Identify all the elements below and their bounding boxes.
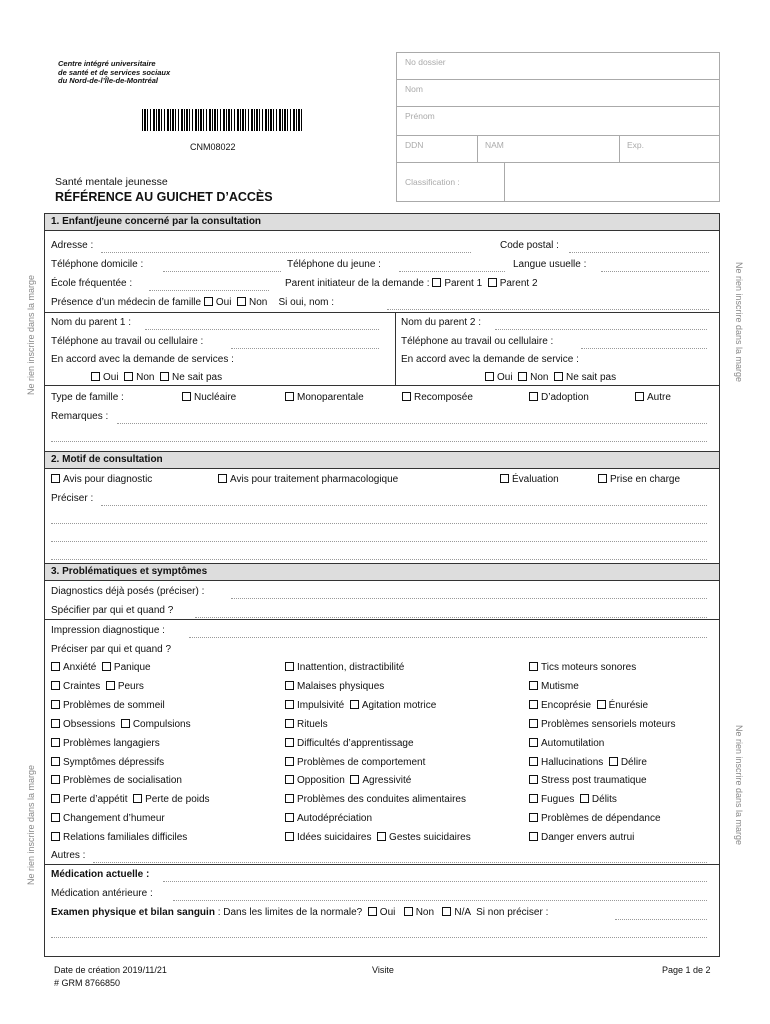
symptom-label: Opposition (297, 775, 345, 787)
parent2-checkbox[interactable] (488, 278, 497, 287)
symptom-label: Hallucinations (541, 756, 604, 768)
symptom-checkbox[interactable] (285, 775, 294, 784)
nom-parent2-input[interactable] (495, 329, 707, 330)
ecole-input[interactable] (149, 290, 269, 291)
symptom-label: Panique (113, 662, 151, 673)
symptom-checkbox[interactable] (285, 738, 294, 747)
symptom-label: Inattention, distractibilité (297, 662, 405, 673)
symptom-checkbox[interactable] (285, 757, 294, 766)
symptom-checkbox[interactable] (285, 700, 294, 709)
symptom-label: Perte de poids (145, 794, 210, 806)
symptom-row (285, 738, 414, 749)
symptom-label: Énurésie (608, 699, 649, 711)
symptom-label: Perte d’appétit (63, 794, 128, 806)
symptom-checkbox[interactable] (51, 794, 60, 803)
ecole-label: École fréquentée : (51, 278, 133, 289)
examen-oui-label: Oui (379, 907, 396, 918)
parent1-checkbox[interactable] (432, 278, 441, 287)
symptom-label: Anxiété (63, 662, 97, 673)
symptom-row (51, 681, 144, 692)
symptom-label: Rituels (297, 718, 328, 730)
patient-id-box (396, 52, 720, 202)
remarques-label: Remarques : (51, 411, 109, 422)
parent2-label: Parent 2 (499, 278, 538, 289)
adresse-label: Adresse : (51, 240, 94, 251)
symptom-checkbox[interactable] (529, 700, 538, 709)
symptom-label: Problèmes de socialisation (63, 775, 182, 787)
symptom-checkbox[interactable] (529, 662, 538, 671)
symptom-label: Malaises physiques (297, 680, 385, 692)
nom-parent1-input[interactable] (145, 329, 379, 330)
examen-oui-checkbox[interactable] (368, 907, 377, 916)
symptom-label: Fugues (541, 794, 575, 806)
nucleaire-label: Nucléaire (194, 392, 237, 403)
examen-na-checkbox[interactable] (442, 907, 451, 916)
symptom-label: Autodépréciation (297, 813, 373, 825)
symptom-checkbox[interactable] (529, 775, 538, 784)
tel-travail1-input[interactable] (231, 348, 379, 349)
symptom-row (529, 832, 634, 843)
dossier-label: No dossier (405, 57, 446, 67)
symptom-checkbox[interactable] (102, 662, 111, 671)
page-number: Page 1 de 2 (662, 965, 711, 975)
symptom-label: Craintes (63, 680, 101, 692)
margin-note-left-bottom: Ne rien inscrire dans la marge (26, 764, 36, 885)
form-code: CNM08022 (190, 142, 236, 152)
adoption-option (529, 392, 589, 403)
medication-actuelle-label: Médication actuelle : (51, 869, 150, 880)
organization-name (58, 60, 170, 86)
medication-anterieure-input[interactable] (173, 900, 707, 901)
org-line-2: de santé et de services sociaux (58, 67, 171, 77)
symptom-row (285, 775, 411, 786)
symptom-label: Impulsivité (297, 699, 345, 711)
examen-row (51, 907, 548, 918)
margin-note-right-bottom: Ne rien inscrire dans la marge (734, 725, 744, 846)
symptom-checkbox[interactable] (529, 794, 538, 803)
symptom-label: Problèmes de sommeil (63, 699, 165, 711)
classification-label: Classification : (405, 177, 460, 187)
symptom-checkbox[interactable] (529, 738, 538, 747)
impression-label: Impression diagnostique : (51, 625, 165, 636)
symptom-checkbox[interactable] (51, 757, 60, 766)
prise-charge-checkbox[interactable] (598, 474, 607, 483)
symptom-label: Relations familiales difficiles (63, 832, 188, 844)
symptom-checkbox[interactable] (285, 719, 294, 728)
symptom-row (51, 719, 191, 730)
adoption-label: D’adoption (541, 392, 589, 403)
accord2-label: En accord avec la demande de service : (401, 354, 579, 365)
symptom-checkbox[interactable] (609, 757, 618, 766)
symptom-row (285, 662, 404, 673)
diag-poses-input[interactable] (231, 598, 707, 599)
symptom-label: Problèmes de comportement (297, 756, 426, 768)
medecin-nom-input[interactable] (387, 309, 709, 310)
margin-note-left-top: Ne rien inscrire dans la marge (26, 274, 36, 395)
accord2-non-label: Non (530, 372, 549, 383)
tel-jeune-input[interactable] (399, 271, 505, 272)
recomposee-option (402, 392, 473, 403)
section-2-header (45, 451, 719, 469)
symptom-checkbox[interactable] (51, 662, 60, 671)
symptom-label: Délits (591, 794, 617, 806)
grm-number: # GRM 8766850 (54, 978, 121, 988)
nom-field[interactable] (397, 80, 719, 107)
examen-non-checkbox[interactable] (404, 907, 413, 916)
tel-domicile-label: Téléphone domicile : (51, 259, 144, 270)
symptom-row (529, 681, 579, 692)
autres-input[interactable] (93, 862, 707, 863)
symptom-checkbox[interactable] (529, 813, 538, 822)
avis-diag-checkbox[interactable] (51, 474, 60, 483)
symptom-row (529, 757, 647, 768)
avis-diag-option (51, 474, 152, 485)
symptom-checkbox[interactable] (285, 832, 294, 841)
symptom-checkbox[interactable] (529, 757, 538, 766)
accord1-nsp-label: Ne sait pas (172, 372, 223, 383)
remarques-input[interactable] (117, 423, 707, 424)
accord1-label: En accord avec la demande de services : (51, 354, 234, 365)
preciser-label: Préciser : (51, 493, 94, 504)
code-postal-label: Code postal : (500, 240, 559, 251)
symptom-checkbox[interactable] (529, 719, 538, 728)
symptom-label: Gestes suicidaires (389, 832, 471, 844)
symptom-label: Agressivité (362, 775, 412, 787)
symptom-row (529, 794, 617, 805)
accord1-oui-checkbox[interactable] (91, 372, 100, 381)
symptom-checkbox[interactable] (51, 700, 60, 709)
creation-date: Date de création 2019/11/21 (54, 965, 167, 975)
autre-option (635, 392, 671, 403)
nucleaire-checkbox[interactable] (182, 392, 191, 401)
symptom-label: Obsessions (63, 718, 116, 730)
medecin-oui-label: Oui (215, 297, 232, 308)
prenom-label: Prénom (405, 111, 435, 121)
preciser-input-2[interactable] (51, 523, 707, 524)
evaluation-checkbox[interactable] (500, 474, 509, 483)
dossier-field[interactable] (397, 53, 719, 80)
symptom-row (51, 775, 182, 786)
symptom-label: Peurs (117, 680, 144, 692)
ddn-label: DDN (405, 140, 424, 150)
nucleaire-option (182, 392, 236, 403)
symptom-label: Encoprésie (541, 699, 592, 711)
prise-charge-label: Prise en charge (610, 474, 681, 485)
accord2-oui-checkbox[interactable] (485, 372, 494, 381)
autre-checkbox[interactable] (635, 392, 644, 401)
remarques-input-2[interactable] (51, 441, 707, 442)
section-2-title: 2. Motif de consultation (51, 454, 163, 465)
specifier-label: Spécifier par qui et quand ? (51, 605, 174, 616)
recomposee-label: Recomposée (414, 392, 473, 403)
accord1-non-checkbox[interactable] (124, 372, 133, 381)
symptom-checkbox[interactable] (285, 794, 294, 803)
service-name: Santé mentale jeunesse (55, 176, 168, 188)
si-oui-label: Si oui, nom : (278, 297, 335, 308)
tel-travail2-label: Téléphone au travail ou cellulaire : (401, 336, 554, 347)
preciser-input-4[interactable] (51, 559, 707, 560)
symptom-checkbox[interactable] (51, 832, 60, 841)
margin-note-right-top: Ne rien inscrire dans la marge (734, 262, 744, 383)
symptom-row (51, 757, 164, 768)
classification-field[interactable] (397, 163, 719, 201)
accord1-nsp-checkbox[interactable] (160, 372, 169, 381)
visite-label: Visite (372, 965, 394, 975)
si-non-label: Si non préciser : (476, 907, 549, 918)
medecin-oui-checkbox[interactable] (204, 297, 213, 306)
avis-pharma-checkbox[interactable] (218, 474, 227, 483)
evaluation-label: Évaluation (512, 474, 559, 485)
adoption-checkbox[interactable] (529, 392, 538, 401)
symptom-row (529, 662, 636, 673)
symptom-label: Agitation motrice (361, 699, 437, 711)
section-1-header (45, 214, 719, 231)
symptom-row (529, 738, 604, 749)
symptom-checkbox[interactable] (597, 700, 606, 709)
avis-pharma-option (218, 474, 398, 485)
symptom-row (51, 700, 165, 711)
symptom-checkbox[interactable] (51, 813, 60, 822)
medecin-label: Présence d’un médecin de famille (51, 297, 202, 308)
parent1-label: Parent 1 (444, 278, 483, 289)
parent-initiateur-label: Parent initiateur de la demande : (285, 278, 430, 289)
section-3-title: 3. Problématiques et symptômes (51, 566, 208, 577)
symptom-checkbox[interactable] (285, 681, 294, 690)
si-non-input[interactable] (615, 919, 707, 920)
impression-input[interactable] (189, 637, 707, 638)
tel-travail1-label: Téléphone au travail ou cellulaire : (51, 336, 204, 347)
accord2-oui-label: Oui (497, 372, 513, 383)
preciser-input-3[interactable] (51, 541, 707, 542)
symptom-checkbox[interactable] (350, 700, 359, 709)
accord1-non-label: Non (136, 372, 155, 383)
symptom-checkbox[interactable] (51, 738, 60, 747)
org-line-1: Centre intégré universitaire (58, 59, 156, 68)
type-famille-label: Type de famille : (51, 392, 124, 403)
exp-label: Exp. (627, 140, 645, 150)
accord2-non-checkbox[interactable] (518, 372, 527, 381)
symptom-row (285, 700, 436, 711)
prise-charge-option (598, 474, 680, 485)
symptom-row (285, 794, 466, 805)
symptom-row (285, 719, 328, 730)
symptom-label: Idées suicidaires (297, 832, 372, 844)
adresse-input[interactable] (101, 252, 471, 253)
nam-label: NAM (485, 140, 504, 150)
medication-anterieure-label: Médication antérieure : (51, 888, 153, 899)
symptom-row (51, 662, 151, 673)
diag-poses-label: Diagnostics déjà posés (préciser) : (51, 586, 205, 597)
symptom-checkbox[interactable] (529, 832, 538, 841)
symptom-row (285, 757, 425, 768)
langue-input[interactable] (601, 271, 709, 272)
symptom-label: Difficultés d’apprentissage (297, 737, 414, 749)
medecin-row (51, 297, 334, 308)
symptom-row (529, 813, 661, 824)
accord2-nsp-checkbox[interactable] (554, 372, 563, 381)
accord2-options (485, 372, 616, 383)
specifier-input[interactable] (195, 617, 707, 618)
symptom-checkbox[interactable] (106, 681, 115, 690)
accord1-options (91, 372, 222, 383)
preciser-input[interactable] (101, 505, 707, 506)
accord2-nsp-label: Ne sait pas (566, 372, 617, 383)
medecin-non-checkbox[interactable] (237, 297, 246, 306)
evaluation-option (500, 474, 559, 485)
symptom-row (529, 775, 647, 786)
symptom-row (51, 738, 160, 749)
tel-jeune-label: Téléphone du jeune : (287, 259, 381, 270)
code-postal-input[interactable] (569, 252, 709, 253)
symptom-row (529, 700, 648, 711)
examen-na-label: N/A (454, 907, 471, 918)
symptom-label: Automutilation (541, 737, 605, 749)
symptom-label: Danger envers autrui (541, 832, 635, 844)
symptom-row (285, 832, 471, 843)
medecin-non-label: Non (249, 297, 268, 308)
symptom-label: Mutisme (541, 680, 579, 692)
symptom-row (529, 719, 676, 730)
symptom-row (285, 681, 384, 692)
symptom-checkbox[interactable] (350, 775, 359, 784)
symptom-checkbox[interactable] (580, 794, 589, 803)
nom-parent2-label: Nom du parent 2 : (401, 317, 482, 328)
autre-label: Autre (647, 392, 671, 403)
symptom-label: Compulsions (132, 718, 191, 730)
monoparentale-option (285, 392, 364, 403)
medication-actuelle-input[interactable] (163, 881, 707, 882)
section-3-header (45, 563, 719, 581)
symptom-checkbox[interactable] (377, 832, 386, 841)
symptom-label: Problèmes des conduites alimentaires (297, 794, 466, 806)
symptom-checkbox[interactable] (285, 662, 294, 671)
ddn-row (397, 136, 719, 163)
symptom-row (51, 832, 187, 843)
symptom-row (51, 813, 165, 824)
examen-question: : Dans les limites de la normale? (217, 907, 363, 918)
symptom-checkbox[interactable] (285, 813, 294, 822)
monoparentale-checkbox[interactable] (285, 392, 294, 401)
nom-label: Nom (405, 84, 423, 94)
symptom-label: Problèmes langagiers (63, 737, 160, 749)
symptom-label: Symptômes dépressifs (63, 756, 165, 768)
symptom-checkbox[interactable] (529, 681, 538, 690)
symptom-label: Problèmes de dépendance (541, 813, 661, 825)
tel-domicile-input[interactable] (163, 271, 281, 272)
symptom-row (51, 794, 210, 805)
symptom-label: Problèmes sensoriels moteurs (541, 718, 676, 730)
symptom-checkbox[interactable] (133, 794, 142, 803)
parent-initiateur-row (285, 278, 538, 289)
symptom-checkbox[interactable] (51, 719, 60, 728)
symptom-checkbox[interactable] (51, 681, 60, 690)
symptom-row (285, 813, 372, 824)
examen-non-label: Non (415, 907, 435, 918)
autres-label: Autres : (51, 850, 86, 861)
symptom-checkbox[interactable] (121, 719, 130, 728)
preciser-qui-label: Préciser par qui et quand ? (51, 644, 172, 655)
barcode (142, 109, 302, 131)
langue-label: Langue usuelle : (513, 259, 587, 270)
symptom-label: Stress post traumatique (541, 775, 647, 787)
symptom-label: Changement d’humeur (63, 813, 165, 825)
examen-label: Examen physique et bilan sanguin (51, 907, 215, 918)
symptom-checkbox[interactable] (51, 775, 60, 784)
org-line-3: du Nord-de-l’Île-de-Montréal (58, 76, 158, 85)
prenom-field[interactable] (397, 107, 719, 136)
section-1-title: 1. Enfant/jeune concerné par la consultation (51, 216, 262, 227)
nom-parent1-label: Nom du parent 1 : (51, 317, 132, 328)
avis-pharma-label: Avis pour traitement pharmacologique (230, 474, 399, 485)
symptom-label: Délire (620, 756, 647, 768)
accord1-oui-label: Oui (103, 372, 119, 383)
tel-travail2-input[interactable] (581, 348, 707, 349)
symptom-label: Tics moteurs sonores (541, 662, 637, 673)
recomposee-checkbox[interactable] (402, 392, 411, 401)
examen-input-2[interactable] (51, 937, 707, 938)
page-title: RÉFÉRENCE AU GUICHET D’ACCÈS (55, 190, 273, 204)
referral-form (44, 213, 720, 957)
monoparentale-label: Monoparentale (297, 392, 364, 403)
avis-diag-label: Avis pour diagnostic (63, 474, 153, 485)
